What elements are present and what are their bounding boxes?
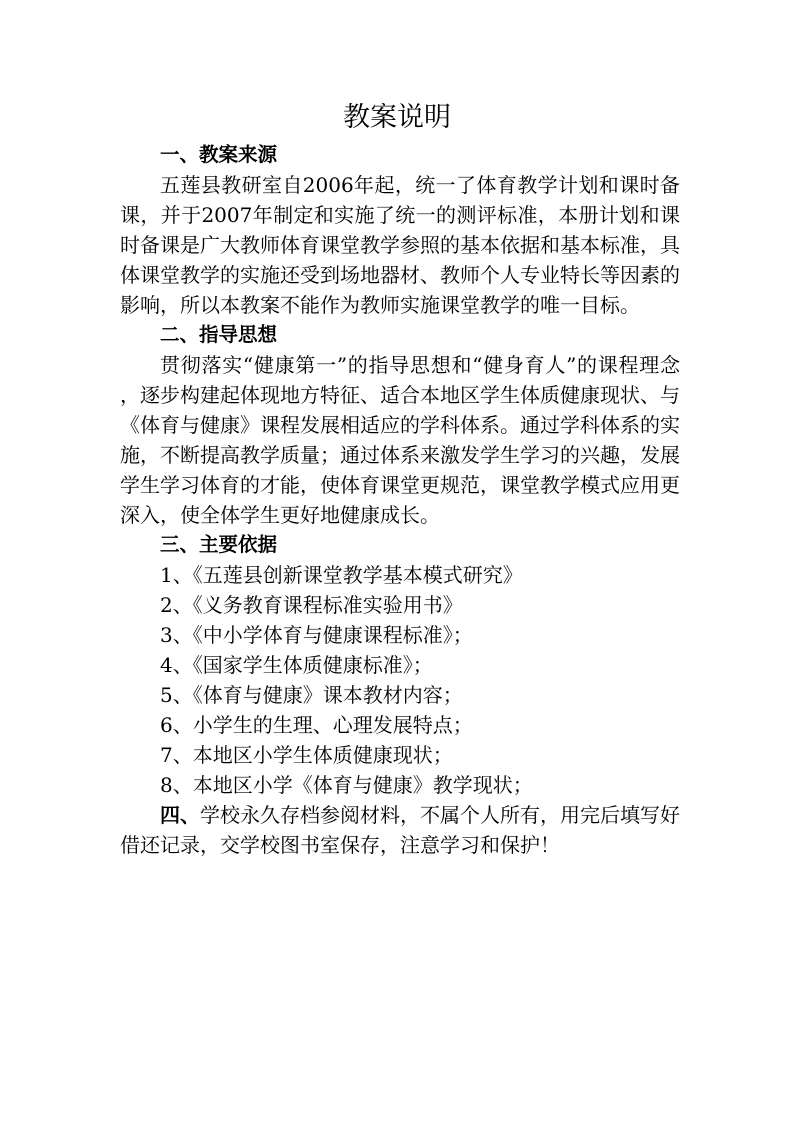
basis-list <box>120 560 680 800</box>
section-guiding-ideology <box>120 320 680 530</box>
section-heading-main-basis: 三、主要依据 <box>160 533 278 556</box>
section-source <box>120 140 680 320</box>
section-paragraph-source: 五莲县教研室自2006年起，统一了体育教学计划和课时备课，并于2007年制定和实施了统一的测评标准，本册计划和课时备课是广大教师体育课堂教学参照的基本依据和基本标准，具体课堂教学的实施还受到场地器材、教师个人专业特长等因素的影响，所以本教案不能作为教师实施课堂教学的唯一目标。 <box>120 173 680 317</box>
list-item: 1、《五莲县创新课堂教学基本模式研究》 <box>160 563 523 587</box>
section-paragraph-guiding-ideology: 贯彻落实“健康第一”的指导思想和“健身育人”的课程理念，逐步构建起体现地方特征、适合本地区学生体质健康现状、与《体育与健康》课程发展相适应的学科体系。通过学科体系的实施，不断提高教学质量；通过体系来激发学生学习的兴趣，发展学生学习体育的才能，使体育课堂更规范，课堂教学模式应用更深入，使全体学生更好地健康成长。 <box>120 353 680 527</box>
list-item: 7、本地区小学生体质健康现状； <box>160 743 453 767</box>
section-heading-guiding-ideology: 二、指导思想 <box>160 323 278 346</box>
list-item: 2、《义务教育课程标准实验用书》 <box>160 593 463 617</box>
list-item: 3、《中小学体育与健康课程标准》； <box>160 623 473 647</box>
document-title: 教案说明 <box>343 102 451 133</box>
list-item: 6、小学生的生理、心理发展特点； <box>160 713 473 737</box>
section-main-basis <box>120 530 680 800</box>
section-heading-source: 一、教案来源 <box>160 143 278 166</box>
list-item: 5、《体育与健康》课本教材内容； <box>160 683 463 707</box>
archive-note <box>120 800 680 860</box>
archive-note-label: 四、 <box>160 803 200 827</box>
archive-note-text: 学校永久存档参阅材料，不属个人所有，用完后填写好借还记录，交学校图书室保存，注意学习和保护！ <box>120 803 680 857</box>
list-item: 8、本地区小学《体育与健康》教学现状； <box>160 773 533 797</box>
list-item: 4、《国家学生体质健康标准》； <box>160 653 433 677</box>
document-body <box>120 140 680 860</box>
